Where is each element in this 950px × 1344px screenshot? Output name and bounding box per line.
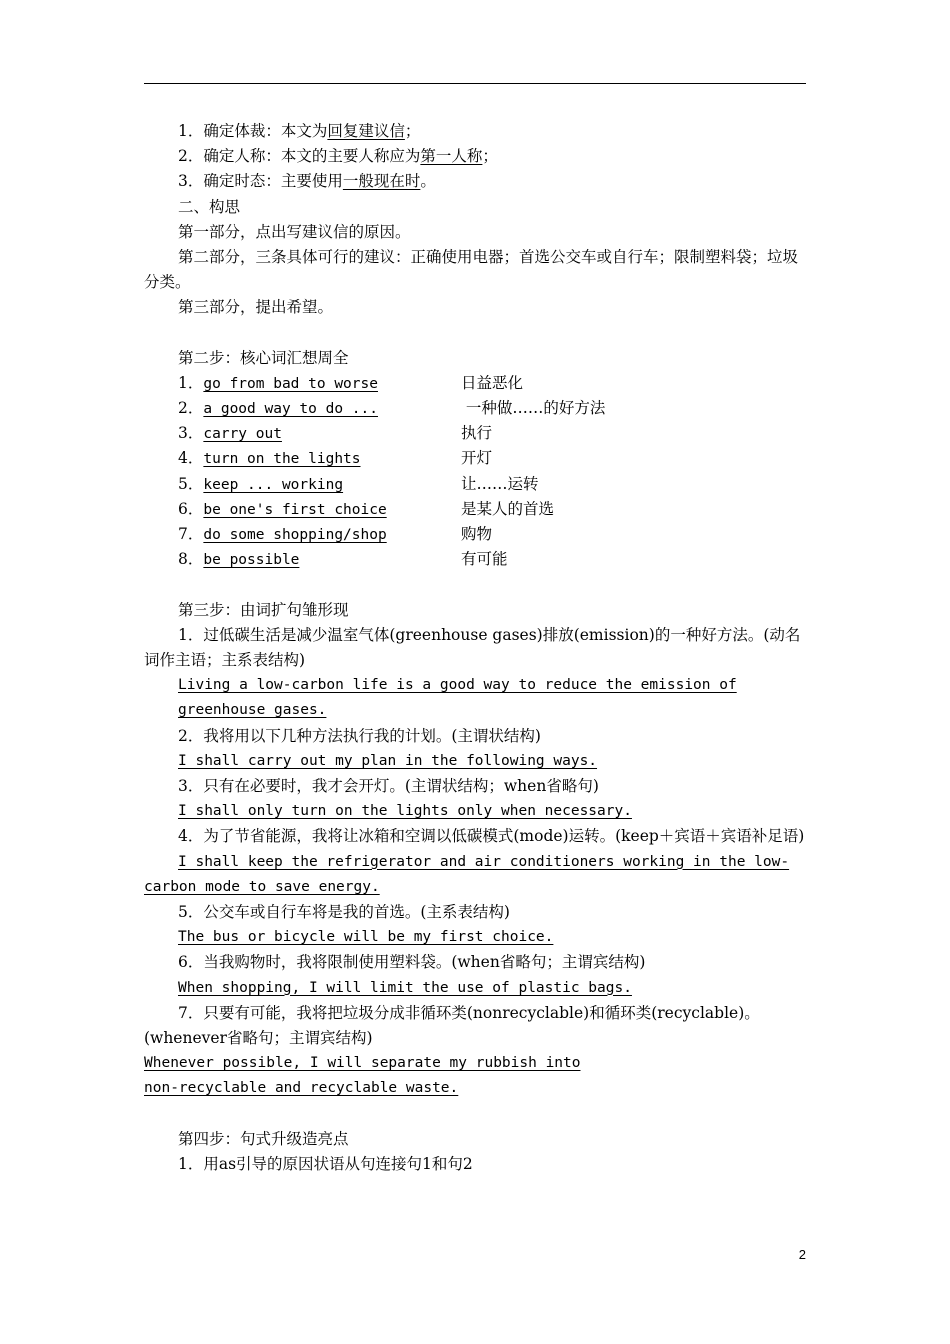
vocab-phrase: do some shopping/shop [203,527,387,544]
step1-item-2 [144,144,806,169]
vocab-number: 2． [178,399,204,418]
vocab-number: 8． [178,550,204,569]
vocab-list [144,371,806,573]
item-text: 1．确定体裁：本文为 [178,122,328,140]
item-punct: ； [482,147,498,166]
vocab-phrase: carry out [203,426,282,443]
vocab-term [178,547,461,572]
vocab-meaning: 日益恶化 [461,373,524,392]
answer-underlined: I shall keep the refrigerator and air conditioners working in the low-carbon mode to save energy. [144,853,790,895]
answer-underlined: The bus or bicycle will be my first choice. [178,929,554,946]
vocab-phrase: be one's first choice [203,501,387,518]
vocab-number: 7． [178,525,204,544]
answer-underlined: 第一人称 [420,147,483,166]
vocab-item [144,446,806,471]
answer-underlined: I shall carry out my plan in the following ways. [178,752,598,769]
step3-heading: 第三步：由词扩句雏形现 [178,600,349,619]
step3-answer-6 [144,976,806,1001]
vocab-item [144,522,806,547]
outline-part1: 第一部分，点出写建议信的原因。 [178,222,411,241]
header-rule [144,83,806,84]
vocab-item [144,371,806,396]
document-body [144,119,806,1177]
step3-prompt-6: 6．当我购物时，我将限制使用塑料袋。(when省略句；主谓宾结构) [178,953,646,972]
vocab-number: 6． [178,499,204,518]
vocab-meaning: 一种做……的好方法 [461,399,606,418]
step3-answer-7 [144,1051,614,1101]
item-text: 3．确定时态：主要使用 [178,172,343,191]
step4-heading: 第四步：句式升级造亮点 [178,1129,349,1148]
outline-heading: 二、构思 [178,197,241,216]
vocab-phrase: keep ... working [203,476,344,493]
step3-prompt-5: 5．公交车或自行车将是我的首选。(主系表结构) [178,902,510,921]
item-punct: 。 [420,172,436,191]
answer-underlined: 一般现在时 [342,172,421,191]
step2-heading: 第二步：核心词汇想周全 [178,348,349,367]
vocab-phrase: turn on the lights [203,451,361,468]
step3-answer-3 [144,799,806,824]
step3-prompt-2: 2．我将用以下几种方法执行我的计划。(主谓状结构) [178,726,541,745]
vocab-phrase: go from bad to worse [203,375,378,392]
step1-item-1 [144,119,806,144]
outline-part3: 第三部分，提出希望。 [178,298,334,317]
answer-underlined: When shopping, I will limit the use of plastic bags. [178,979,632,996]
page-number: 2 [798,1247,806,1262]
step3-prompt-7: 7．只要有可能，我将把垃圾分成非循环类(nonrecyclable)和循环类(recyclable)。(whenever省略句；主谓宾结构) [144,1003,760,1047]
vocab-term [178,421,461,446]
step3-prompt-1: 1．过低碳生活是减少温室气体(greenhouse gases)排放(emission)的一种好方法。(动名词作主语；主系表结构) [144,625,801,669]
vocab-item [144,421,806,446]
vocab-term [178,371,461,396]
item-punct: ； [404,122,421,140]
vocab-phrase: a good way to do ... [203,401,378,418]
vocab-term [178,396,461,421]
vocab-term [178,446,461,471]
item-text: 2．确定人称：本文的主要人称应为 [178,147,421,166]
step3-answer-5 [144,925,806,950]
answer-underlined: Whenever possible, I will separate my rubbish into non-recyclable and recyclable waste. [144,1055,581,1097]
vocab-number: 4． [178,449,204,468]
step3-prompt-3: 3．只有在必要时，我才会开灯。(主谓状结构；when省略句) [178,776,599,795]
vocab-term [178,472,461,497]
step3-answer-4 [144,850,806,900]
vocab-number: 3． [178,424,204,443]
vocab-item [144,396,806,421]
step3-answer-2 [144,749,806,774]
vocab-meaning: 让……运转 [461,474,539,493]
step3-prompt-4: 4．为了节省能源，我将让冰箱和空调以低碳模式(mode)运转。(keep＋宾语＋宾语补足语) [178,827,805,846]
answer-underlined: 回复建议信 [327,122,405,140]
vocab-meaning: 是某人的首选 [461,499,555,518]
vocab-number: 5． [178,474,204,493]
vocab-meaning: 开灯 [461,449,493,468]
step3-answer-1 [144,673,778,723]
answer-underlined: I shall only turn on the lights only when necessary. [178,803,632,820]
answer-underlined: Living a low-carbon life is a good way to reduce the emission of greenhouse gases. [178,677,737,719]
vocab-phrase: be possible [203,552,300,569]
vocab-item [144,472,806,497]
vocab-term [178,522,461,547]
step4-item-1: 1．用as引导的原因状语从句连接句1和句2 [178,1154,473,1173]
vocab-item [144,497,806,522]
vocab-meaning: 购物 [461,525,493,544]
step1-item-3 [144,169,806,194]
vocab-item [144,547,806,572]
vocab-term [178,497,461,522]
outline-part2: 第二部分，三条具体可行的建议：正确使用电器；首选公交车或自行车；限制塑料袋；垃圾分类。 [144,247,799,292]
vocab-meaning: 有可能 [461,550,508,569]
vocab-meaning: 执行 [461,424,493,443]
vocab-number: 1． [178,373,204,392]
